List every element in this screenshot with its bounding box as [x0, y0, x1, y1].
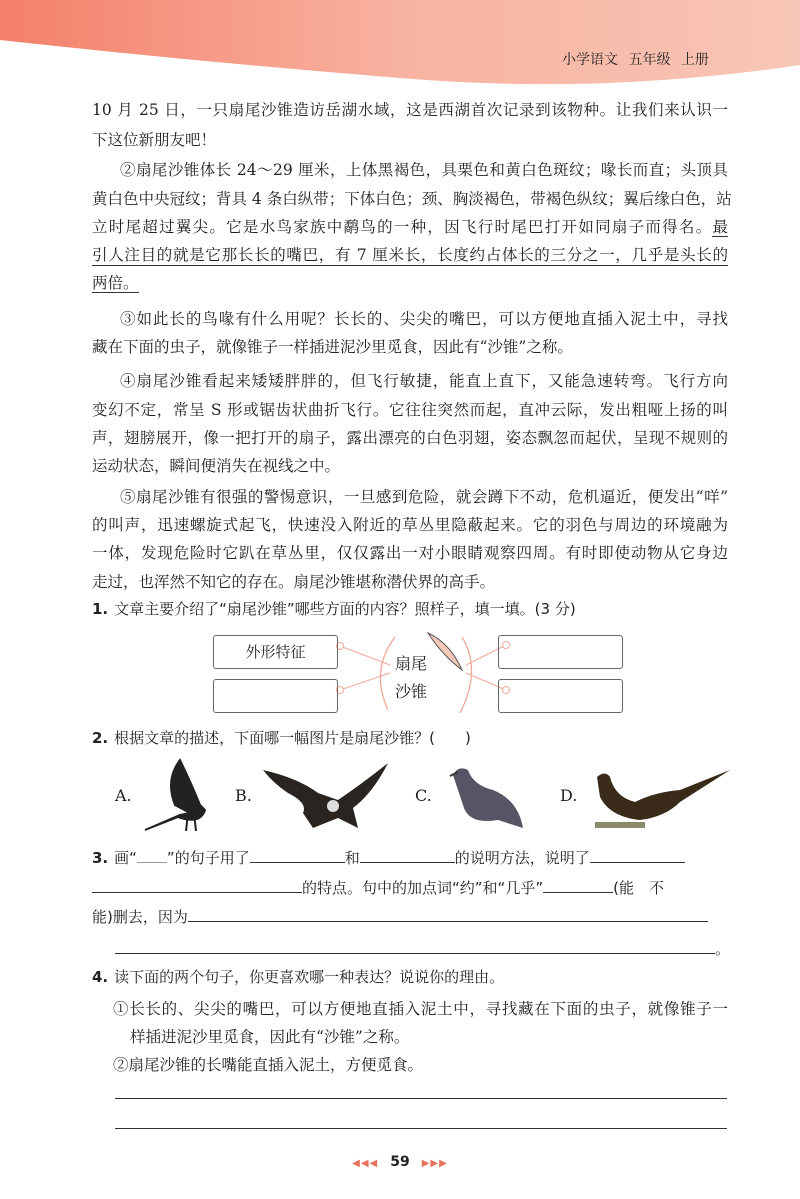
pigeon-image[interactable] — [438, 760, 528, 835]
option-b-label[interactable]: B. — [235, 786, 252, 805]
q3-text: ”的句子用了 — [166, 849, 250, 867]
page-number: 59 — [390, 1154, 410, 1170]
question-number: 3. — [92, 849, 109, 867]
underlined-text: 两倍。 — [92, 274, 139, 292]
sentence-1: ①长长的、尖尖的嘴巴，可以方便地直插入泥土中，寻找藏在下面的虫子，就像锥子一 — [113, 1000, 728, 1018]
q3-text: 的说明方法，说明了 — [454, 849, 590, 867]
left-arrows-icon: ◀◀◀ — [352, 1158, 379, 1169]
text-line: 下这位新朋友吧！ — [92, 131, 217, 149]
grade: 五年级 — [628, 52, 671, 68]
question-number: 2. — [92, 729, 109, 747]
answer-line[interactable] — [115, 1098, 727, 1099]
question-4 — [92, 966, 728, 988]
answer-blank[interactable] — [360, 847, 455, 863]
answer-blank[interactable] — [250, 847, 345, 863]
underlined-text: 最 — [712, 218, 728, 236]
example-box: 外形特征 — [213, 635, 338, 669]
text-line: 10 月 25 日，一只扇尾沙锥造访岳湖水域，这是西湖首次记录到该物种。让我们来认识一 — [92, 101, 728, 119]
q3-text: (能 不 — [613, 879, 664, 897]
answer-line[interactable] — [115, 1128, 727, 1129]
answer-blank[interactable] — [188, 906, 708, 922]
q3-text: 画“ — [114, 849, 137, 867]
q3-text: 的特点。句中的加点词“约”和“几乎” — [302, 879, 544, 897]
subject: 小学语文 — [562, 52, 618, 68]
text-line: ②扇尾沙锥体长 24～29 厘米，上体黑褐色，具栗色和黄白色斑纹；喙长而直；头顶具 — [120, 161, 728, 179]
snipe-image[interactable] — [140, 755, 210, 835]
question-3 — [92, 847, 728, 869]
answer-blank[interactable] — [590, 847, 685, 863]
q3-text: 能)删去，因为 — [92, 908, 188, 926]
text-line — [92, 216, 728, 238]
question-2 — [92, 727, 728, 749]
q3-text: 和 — [344, 849, 360, 867]
center-topic — [395, 650, 427, 706]
answer-blank[interactable] — [115, 938, 715, 954]
question-text: 文章主要介绍了“扇尾沙锥”哪些方面的内容？照样子，填一填。(3 分) — [114, 600, 576, 618]
volume: 上册 — [680, 52, 709, 68]
pheasant-image[interactable] — [585, 762, 735, 832]
page-footer — [0, 1154, 800, 1170]
underline-sample — [137, 847, 167, 863]
question-3-line4 — [115, 938, 751, 960]
q3-text: 。 — [715, 940, 731, 958]
center-line: 扇尾 — [395, 654, 428, 673]
text-line: 运动状态，瞬间便消失在视线之中。 — [92, 457, 341, 475]
text-line: ③如此长的鸟喙有什么用呢？长长的、尖尖的嘴巴，可以方便地直插入泥土中，寻找 — [120, 310, 728, 328]
eagle-image[interactable] — [258, 758, 393, 833]
feather-icon — [428, 633, 462, 670]
question-3-line2 — [92, 877, 728, 899]
question-number: 1. — [92, 600, 109, 618]
question-text: 根据文章的描述，下面哪一幅图片是扇尾沙锥？( ) — [114, 729, 471, 747]
text-line: 声，翅膀展开，像一把打开的扇子，露出漂亮的白色羽翅，姿态飘忽而起伏，呈现不规则的 — [92, 429, 728, 447]
text-line: 走过，也浑然不知它的存在。扇尾沙锥堪称潜伏界的高手。 — [92, 573, 496, 591]
answer-box[interactable] — [498, 679, 623, 713]
question-text: 读下面的两个句子，你更喜欢哪一种表达？说说你的理由。 — [114, 968, 505, 986]
question-1 — [92, 598, 728, 620]
question-3-line3 — [92, 906, 728, 928]
option-c-label[interactable]: C. — [415, 786, 432, 805]
header-band — [0, 0, 800, 95]
answer-box[interactable] — [498, 635, 623, 669]
option-d-label[interactable]: D. — [560, 786, 578, 805]
option-a-label[interactable]: A. — [115, 786, 132, 805]
center-line: 沙锥 — [395, 682, 428, 701]
text-span: 立时尾超过翼尖。它是水鸟家族中鹬鸟的一种，因飞行时尾巴打开如同扇子而得名。 — [92, 218, 713, 236]
answer-blank[interactable] — [92, 877, 302, 893]
answer-blank[interactable] — [543, 877, 613, 893]
text-line: 一体，发现危险时它趴在草丛里，仅仅露出一对小眼睛观察四周。有时即使动物从它身边 — [92, 544, 728, 562]
text-line: 藏在下面的虫子，就像锥子一样插进泥沙里觅食，因此有“沙锥”之称。 — [92, 338, 573, 356]
question-number: 4. — [92, 968, 109, 986]
text-line: ⑤扇尾沙锥有很强的警惕意识，一旦感到危险，就会蹲下不动，危机逼近，便发出“咩” — [120, 488, 728, 506]
answer-box[interactable] — [213, 679, 338, 713]
text-line: ④扇尾沙锥看起来矮矮胖胖的，但飞行敏捷，能直上直下，又能急速转弯。飞行方向 — [120, 372, 728, 390]
text-line: 的叫声，迅速螺旋式起飞，快速没入附近的草丛里隐蔽起来。它的羽色与周边的环境融为 — [92, 516, 728, 534]
underlined-line: 引人注目的就是它那长长的嘴巴，有 7 厘米长，长度约占体长的三分之一，几乎是头长的 — [92, 246, 728, 264]
sentence-1-cont: 样插进泥沙里觅食，因此有“沙锥”之称。 — [130, 1028, 410, 1046]
sentence-2: ②扇尾沙锥的长嘴能直插入泥土，方便觅食。 — [113, 1056, 424, 1074]
text-line: 变幻不定，常呈 S 形或锯齿状曲折飞行。它往往突然而起，直冲云际，发出粗哑上扬的叫 — [92, 401, 728, 419]
right-arrows-icon: ▶▶▶ — [421, 1158, 448, 1169]
book-info — [562, 49, 709, 69]
text-line: 黄白色中央冠纹；背具 4 条白纵带；下体白色；颈、胸淡褐色，带褐色纵纹；翼后缘白色，站 — [92, 190, 732, 208]
text-line — [92, 272, 728, 294]
